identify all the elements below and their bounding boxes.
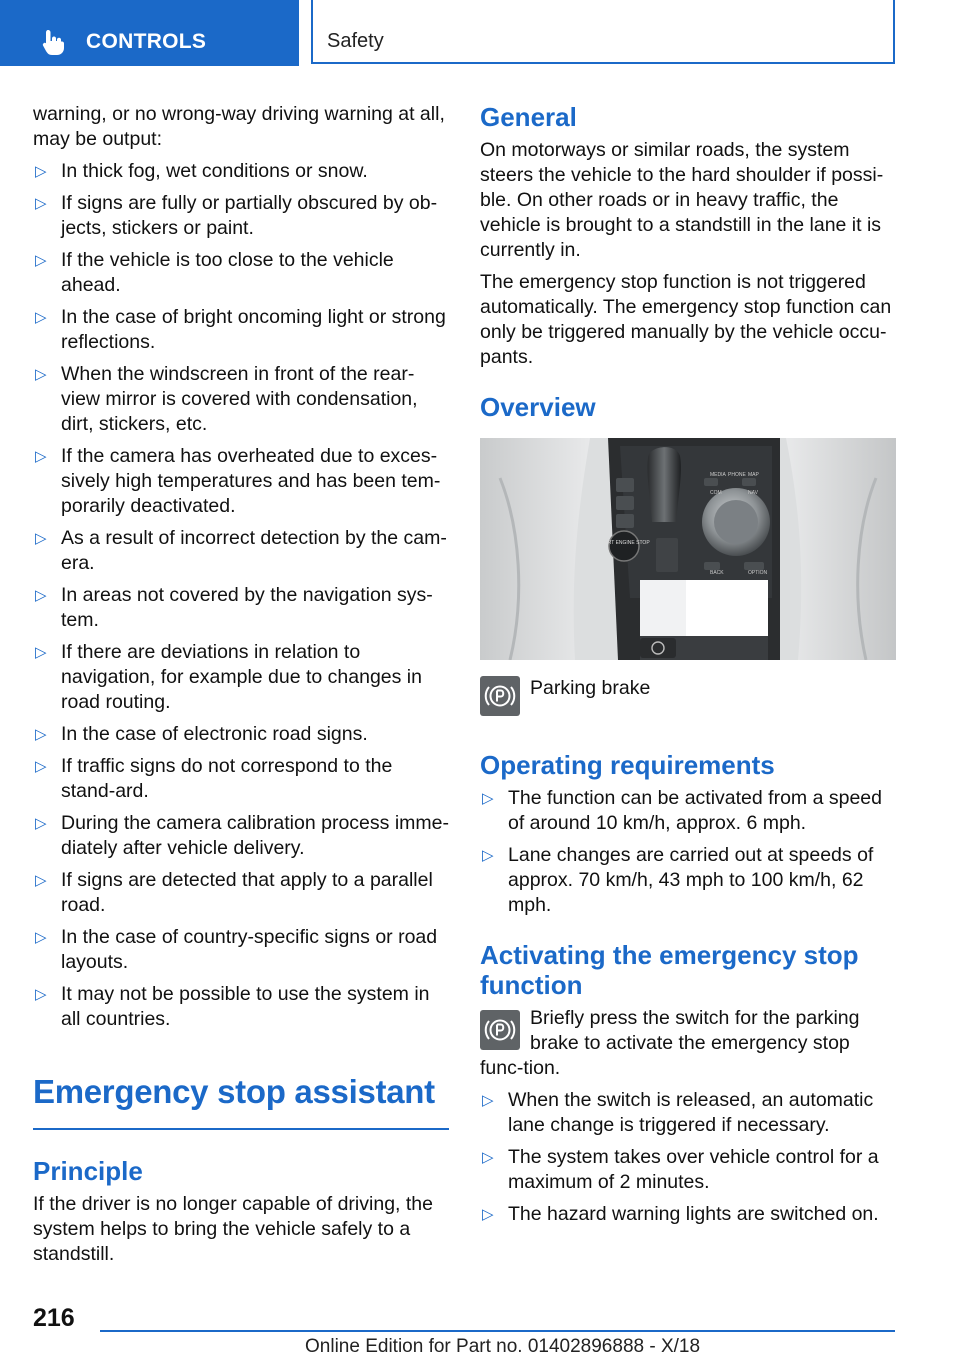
- parking-brake-label: Parking brake: [530, 677, 651, 699]
- parking-brake-icon: [480, 676, 520, 716]
- back-label: BACK: [710, 570, 724, 576]
- list-item: ▷ In the case of country-specific signs or road layouts.: [35, 926, 438, 973]
- bullet-triangle-icon: ▷: [35, 195, 47, 212]
- bullet-triangle-icon: ▷: [35, 726, 47, 743]
- list-item: ▷ If signs are detected that apply to a parallel road.: [35, 869, 433, 916]
- activating-heading: Activating the emergency stop function: [480, 940, 859, 1000]
- center-console-photo: [480, 438, 896, 660]
- start-stop-label: START ENGINE STOP: [598, 540, 650, 546]
- bullet-triangle-icon: ▷: [35, 872, 47, 889]
- list-item: ▷ The hazard warning lights are switched on.: [482, 1203, 879, 1225]
- chapter-title: Emergency stop assistant: [33, 1072, 449, 1130]
- chapter-tab-label: CONTROLS: [86, 30, 207, 53]
- nav-label: NAV: [748, 490, 758, 496]
- bullet-triangle-icon: ▷: [35, 929, 47, 946]
- general-paragraph-2: The emergency stop function is not triggered automatically. The emergency stop function can only be triggered manually by the vehicle occu-pants.: [480, 271, 892, 368]
- list-item: ▷ When the windscreen in front of the rear-view mirror is covered with condensation, dirt, stickers, etc.: [35, 363, 418, 435]
- activating-instruction: [480, 1006, 896, 1088]
- edition-text: Online Edition for Part no. 01402896888 - X/18: [305, 1336, 701, 1357]
- bullet-triangle-icon: ▷: [482, 1092, 494, 1109]
- option-label: OPTION: [748, 570, 768, 576]
- general-heading: General: [480, 102, 577, 132]
- bullet-triangle-icon: ▷: [35, 587, 47, 604]
- activating-text: Briefly press the switch for the parking brake to activate the emergency stop func-tion.: [480, 1007, 860, 1079]
- list-item: ▷ The function can be activated from a speed of around 10 km/h, approx. 6 mph.: [482, 787, 882, 834]
- hand-pointer-icon: [40, 28, 68, 56]
- phone-label: PHONE: [728, 472, 746, 478]
- bullet-triangle-icon: ▷: [35, 986, 47, 1003]
- list-item: ▷ In the case of electronic road signs.: [35, 723, 368, 745]
- center-console-illustration: [480, 438, 896, 660]
- list-item: ▷ In thick fog, wet conditions or snow.: [35, 160, 368, 182]
- overview-heading: Overview: [480, 392, 596, 422]
- bullet-triangle-icon: ▷: [482, 790, 494, 807]
- com-label: COM: [710, 490, 722, 496]
- bullet-triangle-icon: ▷: [35, 252, 47, 269]
- page-number: 216: [33, 1304, 75, 1332]
- bullet-triangle-icon: ▷: [35, 758, 47, 775]
- activating-list: [480, 1088, 896, 1227]
- bullet-triangle-icon: ▷: [35, 448, 47, 465]
- media-label: MEDIA: [710, 472, 726, 478]
- list-item: ▷ It may not be possible to use the system in all countries.: [35, 983, 430, 1030]
- list-item: ▷ As a result of incorrect detection by the cam-era.: [35, 527, 447, 574]
- bullet-triangle-icon: ▷: [35, 366, 47, 383]
- operating-requirements-list: [480, 786, 896, 918]
- principle-text: If the driver is no longer capable of driving, the system helps to bring the vehicle safely to a standstill.: [33, 1193, 433, 1265]
- bullet-triangle-icon: ▷: [35, 644, 47, 661]
- list-item: ▷ If there are deviations in relation to navigation, for example due to changes in road routing.: [35, 641, 422, 713]
- bullet-triangle-icon: ▷: [35, 309, 47, 326]
- bullet-triangle-icon: ▷: [35, 815, 47, 832]
- intro-text: warning, or no wrong-way driving warning at all, may be output:: [33, 103, 445, 150]
- bullet-triangle-icon: ▷: [482, 847, 494, 864]
- list-item: ▷ Lane changes are carried out at speeds of approx. 70 km/h, 43 mph to 100 km/h, 62 mph.: [482, 844, 874, 916]
- list-item: ▷ If traffic signs do not correspond to the stand-ard.: [35, 755, 393, 802]
- list-item: ▷ When the switch is released, an automatic lane change is triggered if necessary.: [482, 1089, 874, 1136]
- section-header: [311, 0, 895, 64]
- chapter-tab[interactable]: [0, 0, 299, 66]
- list-item: ▷ If signs are fully or partially obscured by ob-jects, stickers or paint.: [35, 192, 438, 239]
- bullet-triangle-icon: ▷: [482, 1149, 494, 1166]
- bullet-triangle-icon: ▷: [35, 163, 47, 180]
- list-item: ▷ If the camera has overheated due to exces-sively high temperatures and has been tem-porarily deactivated.: [35, 445, 441, 517]
- list-item: ▷ In areas not covered by the navigation sys-tem.: [35, 584, 433, 631]
- conditions-list: [33, 159, 449, 1032]
- footer-divider: [100, 1330, 895, 1332]
- parking-brake-legend: [480, 676, 896, 726]
- list-item: ▷ In the case of bright oncoming light or strong reflections.: [35, 306, 446, 353]
- map-label: MAP: [748, 472, 759, 478]
- general-paragraph-1: On motorways or similar roads, the system steers the vehicle to the hard shoulder if possi-ble. On other roads or in heavy traffic, the vehicle is brought to a standstill in the lane it is currently in.: [480, 139, 884, 261]
- list-item: ▷ During the camera calibration process imme-diately after vehicle delivery.: [35, 812, 449, 859]
- parking-brake-icon: [480, 1010, 520, 1050]
- list-item: ▷ If the vehicle is too close to the vehicle ahead.: [35, 249, 394, 296]
- bullet-triangle-icon: ▷: [35, 530, 47, 547]
- right-column: [480, 102, 896, 1234]
- bullet-triangle-icon: ▷: [482, 1206, 494, 1223]
- operating-requirements-heading: Operating requirements: [480, 750, 775, 780]
- list-item: ▷ The system takes over vehicle control for a maximum of 2 minutes.: [482, 1146, 879, 1193]
- left-column: [33, 102, 449, 1274]
- section-title: Safety: [327, 30, 384, 52]
- principle-heading: Principle: [33, 1156, 143, 1186]
